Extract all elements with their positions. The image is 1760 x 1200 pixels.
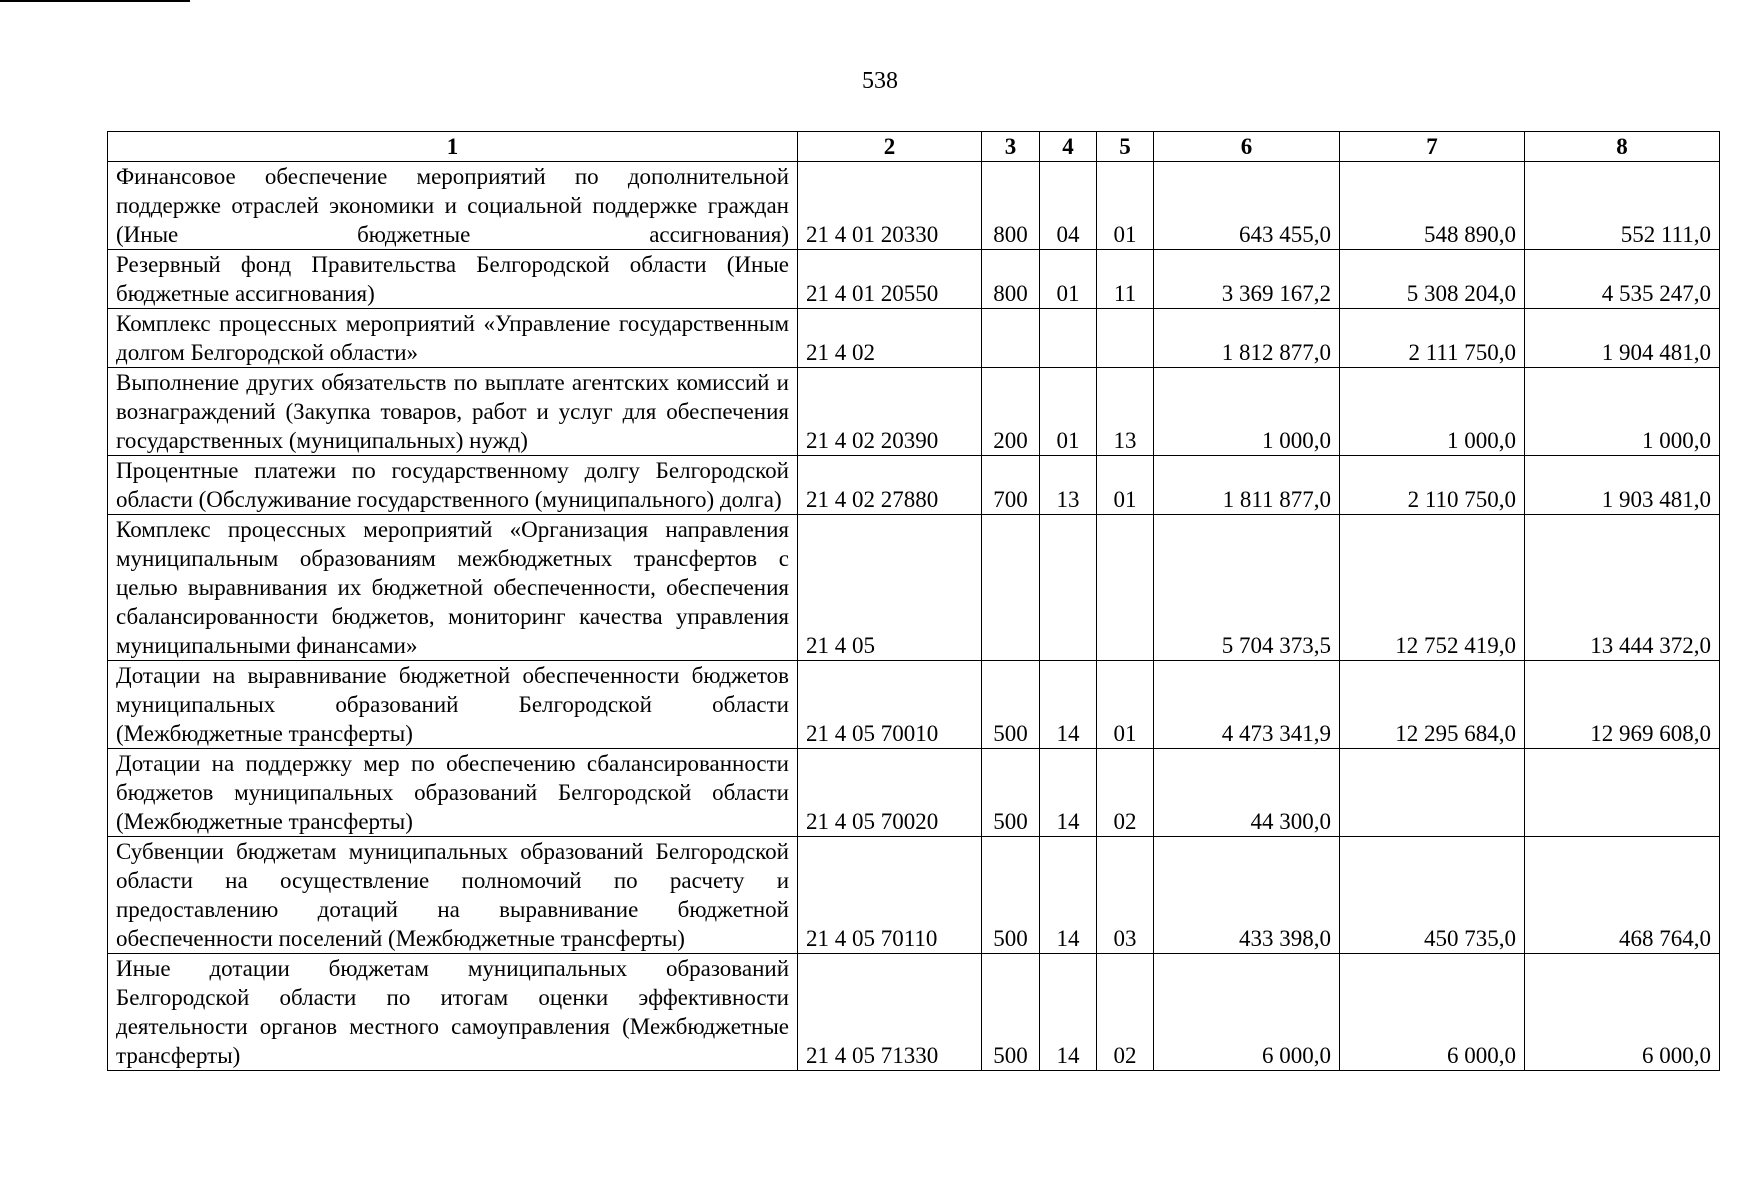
- row-col7: 5 308 204,0: [1340, 250, 1525, 309]
- row-col3: 700: [982, 456, 1040, 515]
- table-row: [108, 162, 1720, 250]
- table-row: [108, 954, 1720, 1071]
- row-col5: 01: [1097, 661, 1154, 749]
- table-row: [108, 456, 1720, 515]
- table-row: [108, 837, 1720, 954]
- row-name: Финансовое обеспечение мероприятий по дополнительной поддержке отраслей экономики и социальной поддержке граждан (Иные бюджетные ассигнования): [108, 162, 798, 250]
- row-code: 21 4 05 70020: [798, 749, 982, 837]
- row-col8: 1 904 481,0: [1525, 309, 1720, 368]
- column-header: 2: [798, 132, 982, 162]
- row-col4: 14: [1040, 661, 1097, 749]
- row-col3: 500: [982, 661, 1040, 749]
- row-col5: [1097, 515, 1154, 661]
- column-header: 3: [982, 132, 1040, 162]
- row-col6: 643 455,0: [1154, 162, 1340, 250]
- row-col5: 02: [1097, 954, 1154, 1071]
- row-col8: 6 000,0: [1525, 954, 1720, 1071]
- table-row: [108, 515, 1720, 661]
- row-col6: 4 473 341,9: [1154, 661, 1340, 749]
- row-col6: 1 000,0: [1154, 368, 1340, 456]
- row-name: Дотации на поддержку мер по обеспечению сбалансированности бюджетов муниципальных образований Белгородской области (Межбюджетные трансферты): [108, 749, 798, 837]
- row-col4: 14: [1040, 749, 1097, 837]
- row-col8: 4 535 247,0: [1525, 250, 1720, 309]
- row-col4: 14: [1040, 954, 1097, 1071]
- row-col7: 450 735,0: [1340, 837, 1525, 954]
- row-col4: 14: [1040, 837, 1097, 954]
- row-col4: 01: [1040, 368, 1097, 456]
- row-col4: [1040, 515, 1097, 661]
- row-col4: 04: [1040, 162, 1097, 250]
- row-code: 21 4 02 27880: [798, 456, 982, 515]
- row-col3: 800: [982, 162, 1040, 250]
- row-col8: 1 903 481,0: [1525, 456, 1720, 515]
- row-col7: 6 000,0: [1340, 954, 1525, 1071]
- row-col6: 3 369 167,2: [1154, 250, 1340, 309]
- row-col7: 1 000,0: [1340, 368, 1525, 456]
- row-col3: 500: [982, 749, 1040, 837]
- column-header: 1: [108, 132, 798, 162]
- row-col6: 433 398,0: [1154, 837, 1340, 954]
- table-row: [108, 661, 1720, 749]
- row-name: Процентные платежи по государственному долгу Белгородской области (Обслуживание государственного (муниципального) долга): [108, 456, 798, 515]
- row-col8: [1525, 749, 1720, 837]
- table-row: [108, 368, 1720, 456]
- row-col5: 01: [1097, 456, 1154, 515]
- row-code: 21 4 05 70010: [798, 661, 982, 749]
- column-header: 6: [1154, 132, 1340, 162]
- row-col8: 552 111,0: [1525, 162, 1720, 250]
- top-rule: [0, 0, 190, 2]
- column-header: 8: [1525, 132, 1720, 162]
- table-row: [108, 250, 1720, 309]
- row-col5: [1097, 309, 1154, 368]
- row-col5: 11: [1097, 250, 1154, 309]
- row-code: 21 4 05 70110: [798, 837, 982, 954]
- row-col7: 12 752 419,0: [1340, 515, 1525, 661]
- row-col8: 12 969 608,0: [1525, 661, 1720, 749]
- row-col7: 548 890,0: [1340, 162, 1525, 250]
- row-name: Иные дотации бюджетам муниципальных образований Белгородской области по итогам оценки эффективности деятельности органов местного самоуправления (Межбюджетные трансферты): [108, 954, 798, 1071]
- row-col8: 13 444 372,0: [1525, 515, 1720, 661]
- row-name: Комплекс процессных мероприятий «Управление государственным долгом Белгородской области»: [108, 309, 798, 368]
- table-row: [108, 309, 1720, 368]
- column-header: 7: [1340, 132, 1525, 162]
- row-col5: 03: [1097, 837, 1154, 954]
- row-col4: [1040, 309, 1097, 368]
- row-col4: 01: [1040, 250, 1097, 309]
- budget-table: [107, 131, 1720, 1071]
- table-row: [108, 749, 1720, 837]
- row-name: Дотации на выравнивание бюджетной обеспеченности бюджетов муниципальных образований Белгородской области (Межбюджетные трансферты): [108, 661, 798, 749]
- header-row: [108, 132, 1720, 162]
- row-col7: 12 295 684,0: [1340, 661, 1525, 749]
- row-col5: 01: [1097, 162, 1154, 250]
- row-name: Резервный фонд Правительства Белгородской области (Иные бюджетные ассигнования): [108, 250, 798, 309]
- row-col5: 13: [1097, 368, 1154, 456]
- row-col3: 500: [982, 954, 1040, 1071]
- row-col7: 2 110 750,0: [1340, 456, 1525, 515]
- row-col8: 1 000,0: [1525, 368, 1720, 456]
- row-col3: 500: [982, 837, 1040, 954]
- row-col3: 200: [982, 368, 1040, 456]
- row-code: 21 4 01 20330: [798, 162, 982, 250]
- row-code: 21 4 05 71330: [798, 954, 982, 1071]
- row-name: Комплекс процессных мероприятий «Организация направления муниципальным образованиям межбюджетных трансфертов с целью выравнивания их бюджетной обеспеченности, обеспечения сбалансированности бюджетов, мониторинг качества управления муниципальными финансами»: [108, 515, 798, 661]
- row-col3: 800: [982, 250, 1040, 309]
- row-col6: 1 812 877,0: [1154, 309, 1340, 368]
- page-number: 538: [862, 68, 898, 94]
- row-col5: 02: [1097, 749, 1154, 837]
- row-col7: 2 111 750,0: [1340, 309, 1525, 368]
- row-col6: 5 704 373,5: [1154, 515, 1340, 661]
- row-col3: [982, 515, 1040, 661]
- row-col4: 13: [1040, 456, 1097, 515]
- row-name: Субвенции бюджетам муниципальных образований Белгородской области на осуществление полномочий по расчету и предоставлению дотаций на выравнивание бюджетной обеспеченности поселений (Межбюджетные трансферты): [108, 837, 798, 954]
- row-code: 21 4 02 20390: [798, 368, 982, 456]
- row-col8: 468 764,0: [1525, 837, 1720, 954]
- row-code: 21 4 01 20550: [798, 250, 982, 309]
- row-col3: [982, 309, 1040, 368]
- row-name: Выполнение других обязательств по выплате агентских комиссий и вознаграждений (Закупка товаров, работ и услуг для обеспечения государственных (муниципальных) нужд): [108, 368, 798, 456]
- row-col6: 6 000,0: [1154, 954, 1340, 1071]
- column-header: 4: [1040, 132, 1097, 162]
- column-header: 5: [1097, 132, 1154, 162]
- row-code: 21 4 02: [798, 309, 982, 368]
- row-col6: 44 300,0: [1154, 749, 1340, 837]
- row-col6: 1 811 877,0: [1154, 456, 1340, 515]
- row-code: 21 4 05: [798, 515, 982, 661]
- row-col7: [1340, 749, 1525, 837]
